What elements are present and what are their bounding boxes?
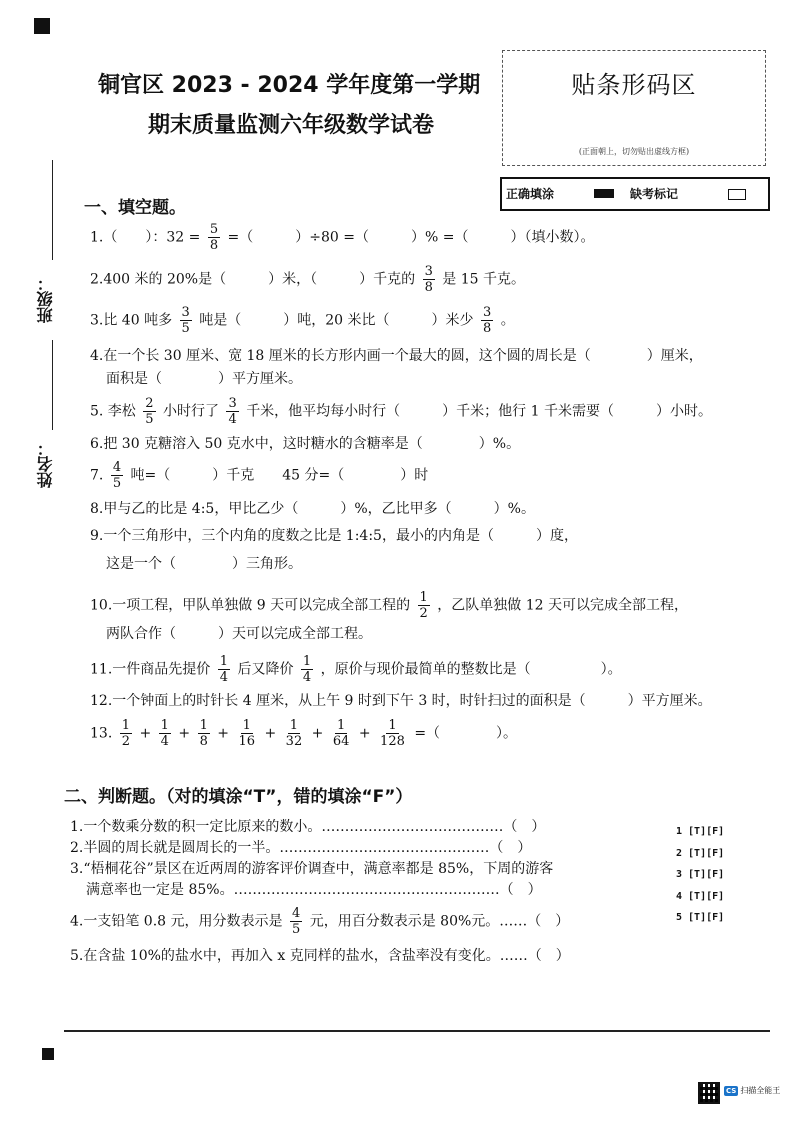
- question-1: 1.（ ）：32 = $\frac{5}{8}$ =（ ）÷80 =（ ）% =（ ）（填小数）。: [90, 222, 595, 253]
- question-4-line1: 4.在一个长 30 厘米、宽 18 厘米的长方形内画一个最大的圆，这个圆的周长是（ ）厘米，: [90, 348, 703, 364]
- answer-choice-1[interactable]: 1 [T][F]: [676, 826, 725, 837]
- judgement-4: 4.一支铅笔 0.8 元，用分数表示是 $\frac{4}{5}$ 元，用百分数表示是 80%元。……（ ）: [70, 906, 570, 937]
- barcode-area: [502, 50, 766, 166]
- judgement-5: 5.在含盐 10%的盐水中，再加入 x 克同样的盐水，含盐率没有变化。……（ ）: [70, 948, 570, 964]
- question-7: 7. $\frac{4}{5}$ 吨=（ ）千克 45 分=（ ）时: [90, 460, 429, 491]
- page-title-line2: 期末质量监测六年级数学试卷: [148, 113, 435, 138]
- fraction: $\frac{1}{64}$: [332, 718, 350, 749]
- section-true-false-title: 二、判断题。（对的填涂“T”，错的填涂“F”）: [64, 787, 413, 807]
- question-9-line1: 9.一个三角形中，三个内角的度数之比是 1:4:5，最小的内角是（ ）度，: [90, 528, 578, 544]
- fraction: $\frac{4}{5}$: [112, 460, 122, 491]
- question-11: 11.一件商品先提价 $\frac{1}{4}$ 后又降价 $\frac{1}{4}$ ，原价与现价最简单的整数比是（ ）。: [90, 654, 622, 685]
- fraction: $\frac{3}{8}$: [482, 305, 492, 336]
- fraction: $\frac{1}{2}$: [419, 590, 428, 621]
- answer-choice-2[interactable]: 2 [T][F]: [676, 848, 725, 859]
- question-5: 5. 李松 $\frac{2}{5}$ 小时行了 $\frac{3}{4}$ 千米，他平均每小时行（ ）千米；他行 1 千米需要（ ）小时。: [90, 396, 712, 427]
- correct-fill-sample: [594, 189, 614, 198]
- fraction: $\frac{1}{8}$: [199, 718, 208, 749]
- fraction: $\frac{1}{4}$: [219, 654, 228, 685]
- page-title-line1: 铜官区 2023 - 2024 学年度第一学期: [98, 73, 481, 98]
- fraction: $\frac{1}{128}$: [380, 718, 405, 749]
- judgement-1: 1.一个数乘分数的积一定比原来的数小。…………………………………（ ）: [70, 819, 546, 835]
- fraction: $\frac{2}{5}$: [145, 396, 154, 427]
- question-13: 13. $\frac{1}{2}$ + $\frac{1}{4}$ + $\frac{1}{8}$ + $\frac{1}{16}$ + $\frac{1}{32}$ + $\frac{1}{64}$ + $\frac{1}{128}$ =（ ）。: [90, 718, 518, 749]
- question-10-line2: 两队合作（ ）天可以完成全部工程。: [106, 626, 372, 642]
- absence-mark-box[interactable]: [728, 189, 746, 200]
- scanner-logo-icon: CS: [726, 1087, 737, 1095]
- corner-marker-top: [34, 18, 50, 34]
- side-line-middle: [52, 340, 53, 430]
- correct-fill-label: 正确填涂: [506, 187, 555, 201]
- name-label: 姓名：: [36, 440, 55, 488]
- fraction: $\frac{1}{4}$: [160, 718, 169, 749]
- section-fill-blank-title: 一、填空题。: [84, 198, 186, 218]
- judgement-2: 2.半圆的周长就是圆周长的一半。………………………………………（ ）: [70, 840, 532, 856]
- fraction: $\frac{1}{2}$: [121, 718, 130, 749]
- answer-choice-4[interactable]: 4 [T][F]: [676, 891, 725, 902]
- qr-code-icon: [698, 1082, 720, 1104]
- question-9-line2: 这是一个（ ）三角形。: [106, 556, 302, 572]
- scanner-watermark: CS 扫描全能王: [726, 1086, 781, 1095]
- question-12: 12.一个钟面上的时针长 4 厘米，从上午 9 时到下午 3 时，时针扫过的面积是（ ）平方厘米。: [90, 693, 712, 709]
- barcode-title: 贴条形码区: [571, 71, 697, 99]
- fill-legend: [500, 177, 770, 211]
- fraction: $\frac{5}{8}$: [209, 222, 219, 253]
- side-line-top: [52, 160, 53, 260]
- fraction: $\frac{3}{5}$: [181, 305, 190, 336]
- corner-marker-bottom: [42, 1048, 54, 1060]
- class-label: 班级：: [36, 275, 55, 323]
- question-3: 3.比 40 吨多 $\frac{3}{5}$ 吨是（ ）吨，20 米比（ ）米少 $\frac{3}{8}$ 。: [90, 305, 515, 336]
- fraction: $\frac{1}{4}$: [302, 654, 312, 685]
- fraction: $\frac{3}{4}$: [228, 396, 237, 427]
- question-4-line2: 面积是（ ）平方厘米。: [106, 371, 302, 387]
- judgement-3-line2: 满意率也一定是 85%。…………………………………………………（ ）: [86, 882, 542, 898]
- fraction: $\frac{3}{8}$: [424, 264, 433, 295]
- question-2: 2.400 米的 20%是（ ）米，（ ）千克的 $\frac{3}{8}$ 是 15 千克。: [90, 264, 526, 295]
- fraction: $\frac{4}{5}$: [291, 906, 301, 937]
- fraction: $\frac{1}{16}$: [238, 718, 256, 749]
- question-10: 10.一项工程，甲队单独做 9 天可以完成全部工程的 $\frac{1}{2}$ ，乙队单独做 12 天可以完成全部工程，: [90, 590, 688, 621]
- judgement-3-line1: 3.“梧桐花谷”景区在近两周的游客评价调查中，满意率都是 85%，下周的游客: [70, 861, 554, 877]
- barcode-note: (正面朝上，切勿贴出虚线方框): [578, 147, 690, 156]
- fraction: $\frac{1}{32}$: [285, 718, 303, 749]
- absence-mark-label: 缺考标记: [630, 187, 679, 201]
- answer-choice-3[interactable]: 3 [T][F]: [676, 869, 725, 880]
- question-8: 8.甲与乙的比是 4:5，甲比乙少（ ）%，乙比甲多（ ）%。: [90, 501, 535, 517]
- answer-choice-5[interactable]: 5 [T][F]: [676, 912, 725, 923]
- bottom-divider: [64, 1030, 770, 1032]
- question-6: 6.把 30 克糖溶入 50 克水中，这时糖水的含糖率是（ ）%。: [90, 436, 521, 452]
